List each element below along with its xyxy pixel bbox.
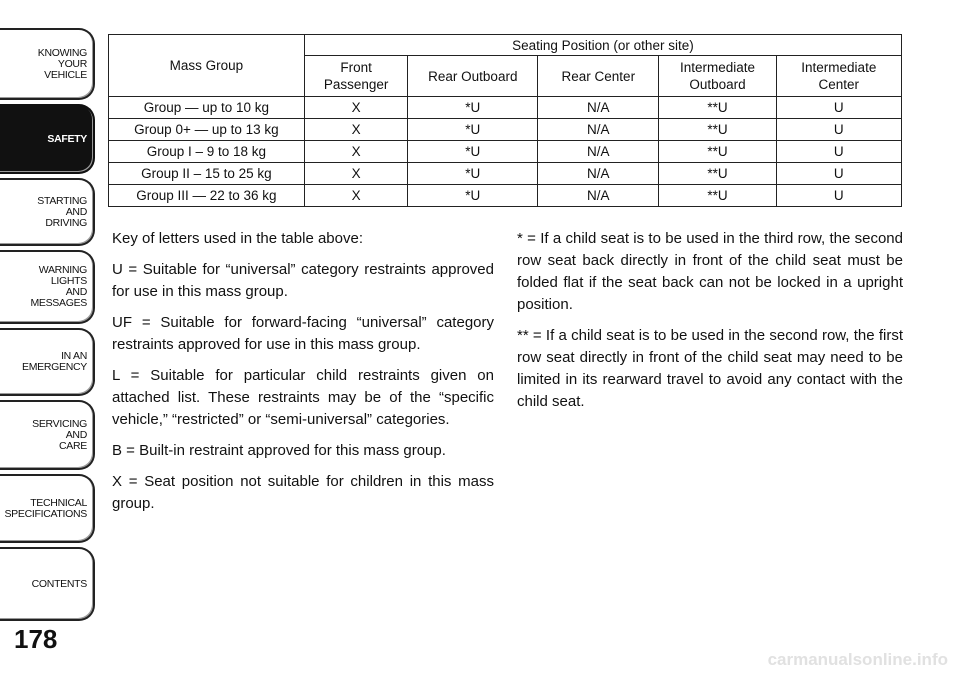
suitability-cell: *U <box>408 141 538 163</box>
position-header-line: Center <box>818 77 860 92</box>
position-header <box>408 56 538 97</box>
position-header-line: Front <box>340 60 372 75</box>
child-seat-table <box>108 34 902 207</box>
suitability-cell: X <box>304 185 408 207</box>
chapter-tab-label: SERVICING <box>32 417 87 430</box>
page-number: 178 <box>14 624 58 654</box>
chapter-tab-label: STARTING <box>37 194 87 207</box>
position-header-line: Passenger <box>323 77 389 92</box>
letter-key-paragraph: B = Built-in restraint approved for this mass group. <box>112 442 446 459</box>
suitability-cell: **U <box>659 163 776 185</box>
chapter-tab-label: WARNING <box>38 264 87 276</box>
letter-key-paragraph: Key of letters used in the table above: <box>112 230 363 247</box>
table-row <box>109 97 902 119</box>
footnote-paragraph: ** = If a child seat is to be used in the second row, the first row seat directly in front of the child seat may need to be limited in its rearward travel to avoid any contact with the child seat. <box>517 327 903 410</box>
position-header-line: Intermediate <box>679 60 756 75</box>
chapter-tab-label: YOUR <box>57 57 87 70</box>
chapter-tab-label: CARE <box>59 439 87 452</box>
letter-key-paragraph: UF = Suitable for forward-facing “universal” category restraints approved for use in this mass group. <box>112 314 494 353</box>
suitability-cell: N/A <box>538 141 659 163</box>
position-header-line: Rear Center <box>561 68 636 84</box>
chapter-tab-knowing-your-vehicle[interactable] <box>0 28 95 100</box>
position-header-line: Intermediate <box>801 60 877 75</box>
table-row <box>109 185 902 207</box>
suitability-cell: X <box>304 163 408 185</box>
suitability-cell: N/A <box>538 119 659 141</box>
chapter-tab-label: AND <box>65 205 87 218</box>
mass-group-header: Mass Group <box>109 35 305 97</box>
suitability-cell: U <box>776 119 901 141</box>
position-header-line: Outboard <box>689 77 746 92</box>
mass-group-cell: Group III — 22 to 36 kg <box>109 185 305 207</box>
chapter-tab-in-an-emergency[interactable] <box>0 328 95 396</box>
mass-group-cell: Group II – 15 to 25 kg <box>109 163 305 185</box>
suitability-cell: N/A <box>538 163 659 185</box>
chapter-tab-label: SPECIFICATIONS <box>4 507 87 520</box>
position-header <box>776 56 901 97</box>
table-row <box>109 119 902 141</box>
suitability-cell: U <box>776 97 901 119</box>
suitability-cell: X <box>304 119 408 141</box>
letter-key-paragraph: X = Seat position not suitable for children in this mass group. <box>112 473 494 512</box>
chapter-tab-label: SAFETY <box>47 132 87 145</box>
letter-key-paragraph: U = Suitable for “universal” category restraints approved for use in this mass group. <box>112 261 494 300</box>
chapter-tab-technical-specifications[interactable] <box>0 474 95 543</box>
suitability-cell: **U <box>659 185 776 207</box>
chapter-tab-label: CONTENTS <box>31 577 87 590</box>
suitability-cell: *U <box>408 119 538 141</box>
chapter-tab-label: DRIVING <box>45 216 87 229</box>
chapter-tab-label: TECHNICAL <box>30 496 87 509</box>
chapter-tab-starting-and-driving[interactable] <box>0 178 95 246</box>
suitability-cell: U <box>776 185 901 207</box>
mass-group-cell: Group — up to 10 kg <box>109 97 305 119</box>
footnote-paragraph: * = If a child seat is to be used in the third row, the second row seat back directly in front of the child seat must be folded flat if the seat back can not be locked in a upright position. <box>517 230 903 313</box>
chapter-tab-label: VEHICLE <box>44 68 87 81</box>
position-header <box>659 56 776 97</box>
letter-key-column <box>112 228 494 524</box>
suitability-cell: **U <box>659 119 776 141</box>
chapter-tab-label: MESSAGES <box>30 297 87 309</box>
table-row <box>109 163 902 185</box>
chapter-tab-safety[interactable] <box>0 104 95 174</box>
suitability-cell: U <box>776 141 901 163</box>
chapter-tab-label: LIGHTS <box>50 275 87 287</box>
chapter-tab-contents[interactable] <box>0 547 95 621</box>
chapter-tab-warning-lights-and-messages[interactable] <box>0 250 95 324</box>
chapter-tab-label: EMERGENCY <box>22 361 87 373</box>
suitability-cell: *U <box>408 185 538 207</box>
watermark: carmanualsonline.info <box>767 650 948 669</box>
suitability-cell: X <box>304 141 408 163</box>
position-header-line: Rear Outboard <box>428 68 518 84</box>
chapter-tab-label: AND <box>65 286 87 298</box>
suitability-cell: **U <box>659 97 776 119</box>
mass-group-cell: Group 0+ — up to 13 kg <box>109 119 305 141</box>
letter-key-paragraph: L = Suitable for particular child restraints given on attached list. These restraints may be of the “specific vehicle,” “restricted” or “semi-universal” categories. <box>112 367 494 428</box>
chapter-tab-label: IN AN <box>61 350 87 362</box>
mass-group-cell: Group I – 9 to 18 kg <box>109 141 305 163</box>
position-header <box>538 56 659 97</box>
suitability-cell: N/A <box>538 97 659 119</box>
position-header <box>304 56 408 97</box>
suitability-cell: *U <box>408 163 538 185</box>
seating-position-header: Seating Position (or other site) <box>304 35 901 56</box>
chapter-tab-servicing-and-care[interactable] <box>0 400 95 470</box>
suitability-cell: N/A <box>538 185 659 207</box>
chapter-tab-label: KNOWING <box>37 46 87 59</box>
chapter-tab-label: AND <box>65 428 87 441</box>
suitability-cell: *U <box>408 97 538 119</box>
suitability-cell: X <box>304 97 408 119</box>
suitability-cell: U <box>776 163 901 185</box>
footnote-column <box>517 228 903 422</box>
table-row <box>109 141 902 163</box>
suitability-cell: **U <box>659 141 776 163</box>
